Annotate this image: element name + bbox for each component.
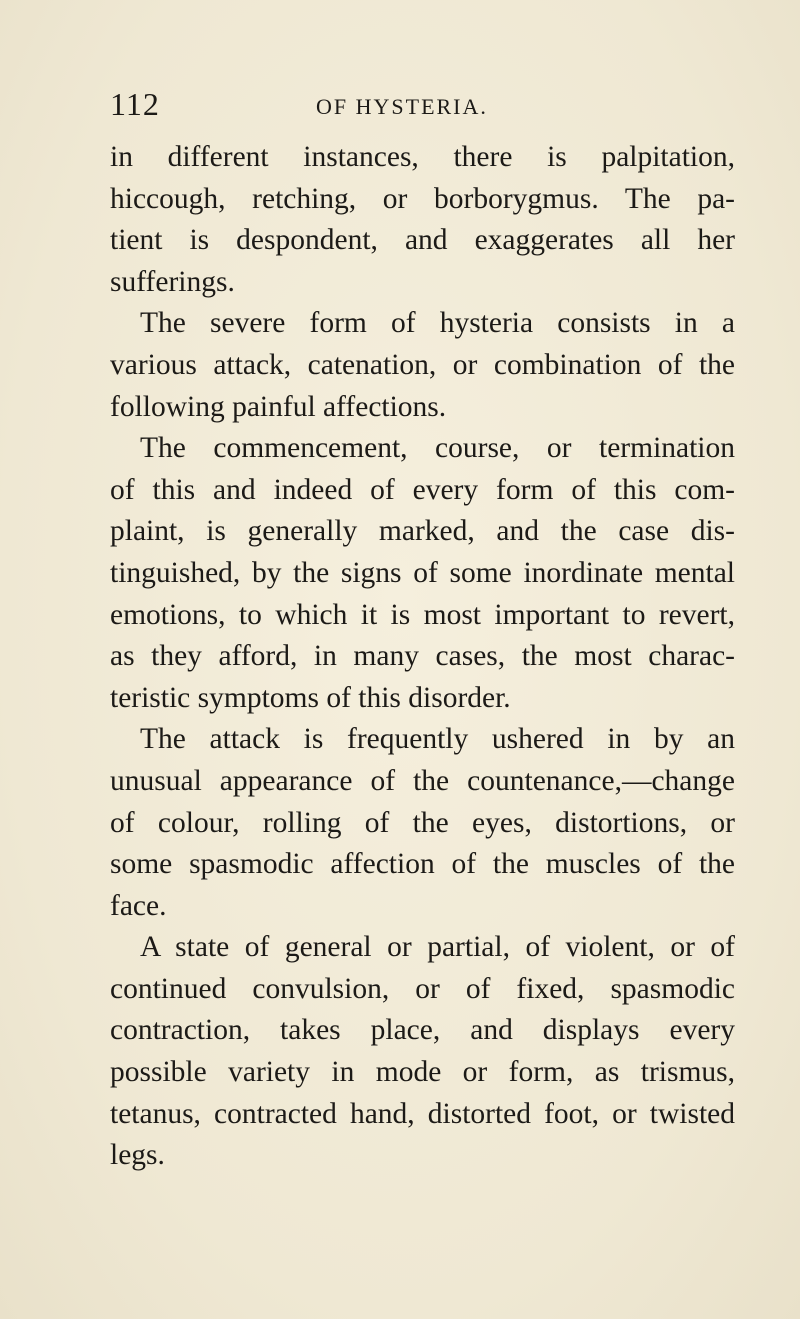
text-line: face. — [110, 889, 167, 922]
running-head — [110, 86, 730, 126]
text-line: unusual appearance of the countenance,—change — [110, 764, 735, 797]
text-line: sufferings. — [110, 265, 235, 298]
text-line: tetanus, contracted hand, distorted foot, or twisted — [110, 1097, 735, 1130]
text-line: The severe form of hysteria consists in a — [140, 307, 735, 340]
text-line: various attack, catenation, or combination of the — [110, 348, 735, 381]
text-line: The commencement, course, or termination — [140, 432, 735, 465]
text-line: A state of general or partial, of violent, or of — [140, 931, 735, 964]
text-line: of colour, rolling of the eyes, distortions, or — [110, 806, 735, 839]
text-line: emotions, to which it is most important to revert, — [110, 598, 735, 631]
running-title: OF HYSTERIA. — [316, 94, 488, 119]
text-line: hiccough, retching, or borborygmus. The pa- — [110, 182, 735, 215]
text-line: legs. — [110, 1139, 165, 1172]
text-line: following painful affections. — [110, 390, 447, 423]
text-line: some spasmodic affection of the muscles of the — [110, 848, 735, 881]
text-line: in different instances, there is palpitation, — [110, 141, 735, 173]
text-line: The attack is frequently ushered in by an — [140, 723, 735, 756]
text-line: teristic symptoms of this disorder. — [110, 681, 511, 714]
text-line: possible variety in mode or form, as trismus, — [110, 1056, 735, 1089]
text-line: continued convulsion, or of fixed, spasmodic — [110, 972, 735, 1005]
page-number: 112 — [110, 86, 160, 122]
text-line: contraction, takes place, and displays every — [110, 1014, 735, 1047]
body-text — [110, 137, 735, 1177]
text-line: of this and indeed of every form of this com- — [110, 473, 735, 506]
text-line: as they afford, in many cases, the most charac- — [110, 640, 735, 673]
text-line: tinguished, by the signs of some inordinate mental — [110, 556, 735, 589]
text-line: plaint, is generally marked, and the case dis- — [110, 515, 735, 548]
text-line: tient is despondent, and exaggerates all her — [110, 224, 735, 257]
